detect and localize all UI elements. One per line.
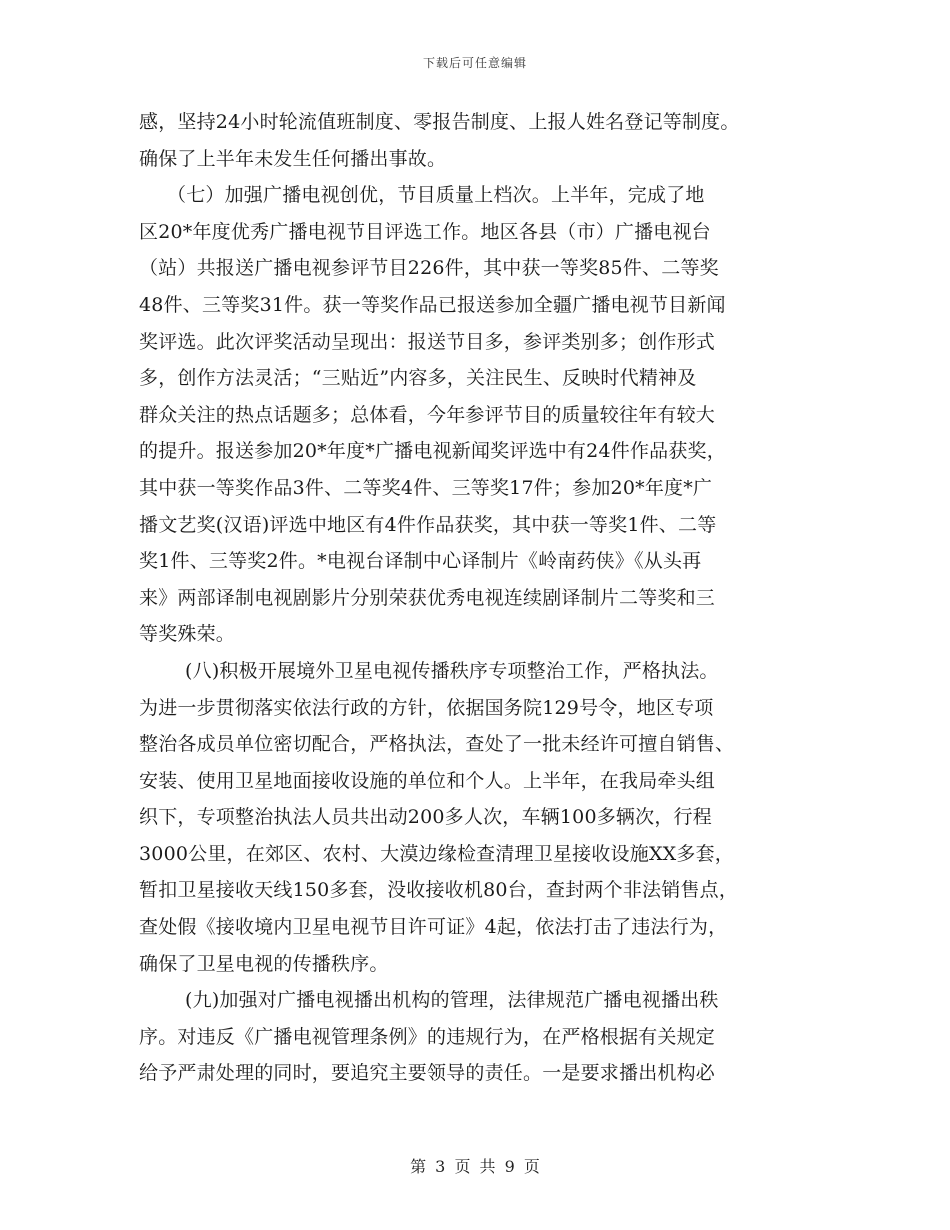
page-header-note: 下载后可任意编辑 bbox=[422, 56, 527, 70]
text-line: （七）加强广播电视创优，节目质量上档次。上半年，完成了地 bbox=[167, 184, 705, 207]
text-line: 安装、使用卫星地面接收设施的单位和个人。上半年，在我局牵头组 bbox=[139, 769, 716, 792]
text-line: 区20*年度优秀广播电视节目评选工作。地区各县（市）广播电视台 bbox=[139, 220, 711, 243]
text-line: 查处假《接收境内卫星电视节目许可证》4起，依法打击了违法行为， bbox=[139, 916, 728, 939]
text-line: 来》两部译制电视剧影片分别荣获优秀电视连续剧译制片二等奖和三 bbox=[139, 586, 716, 609]
text-line: 奖评选。此次评奖活动呈现出：报送节目多，参评类别多；创作形式 bbox=[139, 330, 716, 353]
text-line: 群众关注的热点话题多；总体看，今年参评节目的质量较往年有较大 bbox=[139, 403, 716, 426]
text-line: 播文艺奖(汉语)评选中地区有4件作品获奖，其中获一等奖1件、二等 bbox=[139, 513, 717, 536]
text-line: （站）共报送广播电视参评节目226件，其中获一等奖85件、二等奖 bbox=[139, 257, 719, 280]
text-line: 3000公里，在郊区、农村、大漠边缘检查清理卫星接收设施XX多套， bbox=[139, 842, 735, 865]
text-line: 织下，专项整治执法人员共出动200多人次，车辆100多辆次，行程 bbox=[139, 806, 712, 829]
text-line: 等奖殊荣。 bbox=[139, 623, 236, 646]
text-line: 确保了上半年未发生任何播出事故。 bbox=[139, 147, 447, 170]
text-line: 为进一步贯彻落实依法行政的方针，依据国务院129号令，地区专项 bbox=[139, 696, 714, 719]
text-line: 48件、三等奖31件。获一等奖作品已报送参加全疆广播电视节目新闻 bbox=[139, 293, 726, 316]
text-line: 奖1件、三等奖2件。*电视台译制中心译制片《岭南药侠》《从头再 bbox=[139, 550, 702, 573]
text-line: (九)加强对广播电视播出机构的管理，法律规范广播电视播出秩 bbox=[185, 989, 719, 1012]
text-line: 其中获一等奖作品3件、二等奖4件、三等奖17件；参加20*年度*广 bbox=[139, 476, 713, 499]
text-line: 整治各成员单位密切配合，严格执法，查处了一批未经许可擅自销售、 bbox=[139, 733, 735, 756]
text-line: (八)积极开展境外卫星电视传播秩序专项整治工作，严格执法。 bbox=[185, 659, 719, 682]
document-body bbox=[139, 104, 819, 1092]
text-line: 给予严肃处理的同时，要追究主要领导的责任。一是要求播出机构必 bbox=[139, 1062, 716, 1085]
page-number: 第 3 页 共 9 页 bbox=[410, 1157, 540, 1176]
text-line: 确保了卫星电视的传播秩序。 bbox=[139, 952, 389, 975]
text-line: 序。对违反《广播电视管理条例》的违规行为，在严格根据有关规定 bbox=[139, 1025, 716, 1048]
text-line: 多，创作方法灵活；“三贴近”内容多，关注民生、反映时代精神及 bbox=[139, 367, 697, 390]
text-line: 暂扣卫星接收天线150多套，没收接收机80台，查封两个非法销售点， bbox=[139, 879, 739, 902]
text-line: 感，坚持24小时轮流值班制度、零报告制度、上报人姓名登记等制度。 bbox=[139, 111, 740, 133]
text-line: 的提升。报送参加20*年度*广播电视新闻奖评选中有24件作品获奖， bbox=[139, 440, 726, 463]
